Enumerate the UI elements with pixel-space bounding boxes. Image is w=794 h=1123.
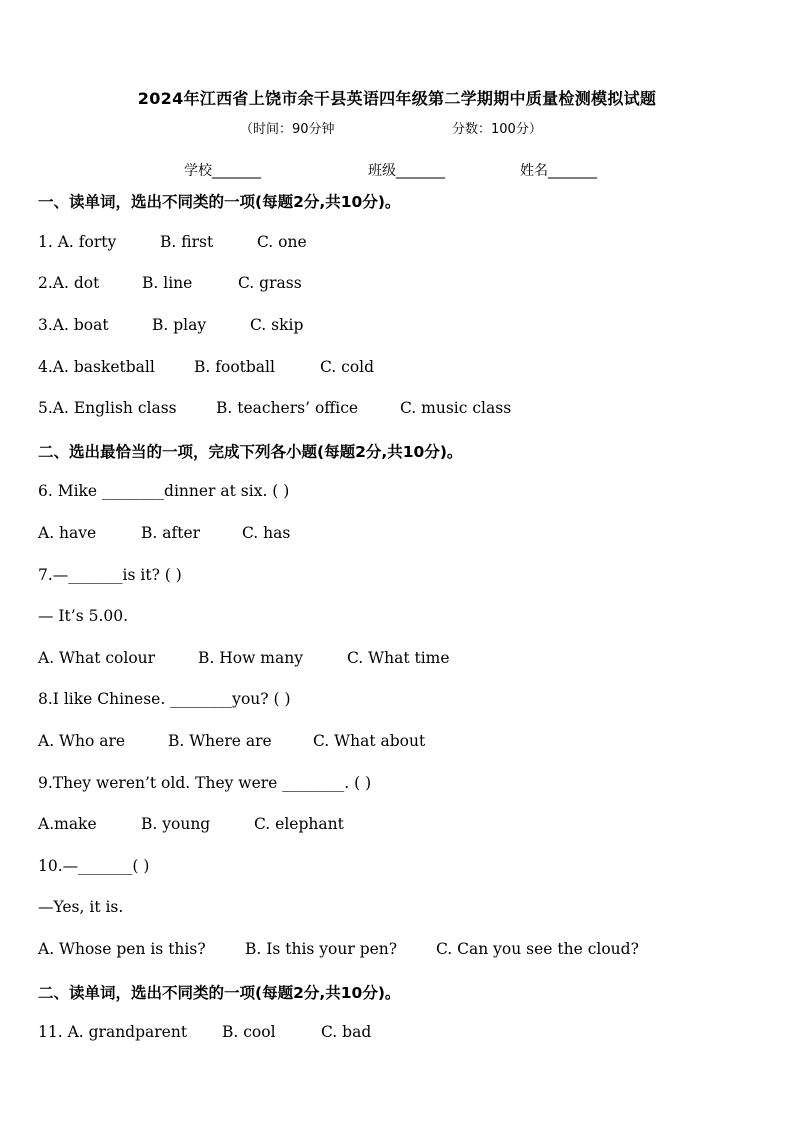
page-title: 2024年江西省上饶市余干县英语四年级第二学期期中质量检测模拟试题 bbox=[137, 89, 657, 108]
name-field: 姓名_______ bbox=[520, 163, 597, 179]
q2-option-c: C. grass bbox=[238, 274, 302, 292]
q7-option-c: C. What time bbox=[347, 649, 450, 667]
question-6: 6. Mike ________dinner at six. ( ) bbox=[38, 482, 290, 500]
q7-option-b: B. How many bbox=[198, 649, 303, 667]
q4-option-c: C. cold bbox=[320, 358, 375, 376]
q9-option-b: B. young bbox=[141, 815, 211, 833]
q10-reply: —Yes, it is. bbox=[38, 898, 124, 916]
question-2: 2.A. dot bbox=[38, 274, 100, 292]
q6-option-c: C. has bbox=[242, 524, 291, 542]
q7-reply: — It’s 5.00. bbox=[38, 607, 129, 625]
section-heading-3: 二、读单词，选出不同类的一项(每题2分,共10分)。 bbox=[38, 984, 401, 1002]
q2-option-b: B. line bbox=[142, 274, 193, 292]
q4-option-b: B. football bbox=[194, 358, 275, 376]
school-field: 学校_______ bbox=[184, 163, 261, 179]
q11-option-b: B. cool bbox=[222, 1023, 276, 1041]
q6-option-b: B. after bbox=[141, 524, 201, 542]
q3-option-b: B. play bbox=[152, 316, 207, 334]
q8-option-b: B. Where are bbox=[168, 732, 272, 750]
q10-option-c: C. Can you see the cloud? bbox=[436, 940, 639, 958]
score-info: 分数：100分） bbox=[452, 122, 542, 137]
q6-option-a: A. have bbox=[38, 524, 97, 542]
question-3: 3.A. boat bbox=[38, 316, 109, 334]
question-7: 7.—_______is it? ( ) bbox=[38, 566, 182, 584]
q10-option-b: B. Is this your pen? bbox=[245, 940, 398, 958]
q7-option-a: A. What colour bbox=[38, 649, 156, 667]
section-heading-2: 二、选出最恰当的一项，完成下列各小题(每题2分,共10分)。 bbox=[38, 443, 463, 461]
q1-option-c: C. one bbox=[257, 233, 307, 251]
question-11: 11. A. grandparent bbox=[38, 1023, 188, 1041]
question-9: 9.They weren’t old. They were ________. ( ) bbox=[38, 774, 372, 792]
time-info: （时间：90分钟 bbox=[240, 122, 335, 137]
q8-option-c: C. What about bbox=[313, 732, 426, 750]
question-4: 4.A. basketball bbox=[38, 358, 155, 376]
q10-option-a: A. Whose pen is this? bbox=[38, 940, 206, 958]
q1-option-b: B. first bbox=[160, 233, 214, 251]
q9-option-a: A.make bbox=[38, 815, 97, 833]
q9-option-c: C. elephant bbox=[254, 815, 344, 833]
q5-option-c: C. music class bbox=[400, 399, 512, 417]
question-10: 10.—_______( ) bbox=[38, 857, 150, 875]
question-8: 8.I like Chinese. ________you? ( ) bbox=[38, 690, 291, 708]
q11-option-c: C. bad bbox=[321, 1023, 372, 1041]
class-field: 班级_______ bbox=[368, 163, 445, 179]
q3-option-c: C. skip bbox=[250, 316, 304, 334]
question-1: 1. A. forty bbox=[38, 233, 117, 251]
section-heading-1: 一、读单词，选出不同类的一项(每题2分,共10分)。 bbox=[38, 193, 401, 211]
question-5: 5.A. English class bbox=[38, 399, 177, 417]
q5-option-b: B. teachers’ office bbox=[216, 399, 359, 417]
q8-option-a: A. Who are bbox=[38, 732, 126, 750]
